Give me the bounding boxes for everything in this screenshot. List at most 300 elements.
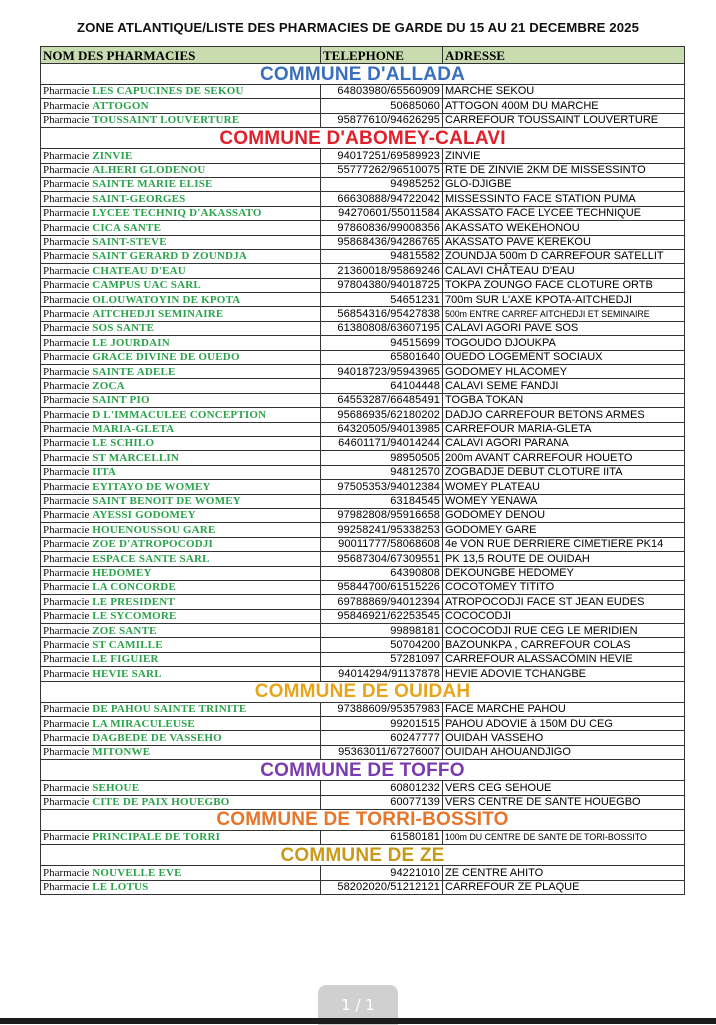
pharmacy-name-cell: [41, 830, 321, 844]
pharmacy-name: ST CAMILLE: [92, 638, 163, 651]
pharmacy-prefix: Pharmacie: [43, 307, 90, 320]
pharmacy-phone: 95877610/94626295: [321, 113, 443, 127]
pharmacy-name: SAINTE MARIE ELISE: [92, 178, 213, 191]
pharmacy-name-cell: [41, 436, 321, 450]
pharmacy-prefix: Pharmacie: [43, 250, 90, 263]
pharmacy-name-cell: [41, 85, 321, 99]
commune-header-row: [41, 128, 685, 149]
pharmacy-prefix: Pharmacie: [43, 164, 90, 177]
pharmacy-phone: 99898181: [321, 624, 443, 638]
pharmacy-phone: 95868436/94286765: [321, 235, 443, 249]
pharmacy-prefix: Pharmacie: [43, 624, 90, 637]
pharmacy-address: CARREFOUR ZE PLAQUE: [443, 880, 685, 894]
pharmacy-address: COCOTOMEY TITITO: [443, 580, 685, 594]
pharmacy-prefix: Pharmacie: [43, 178, 90, 191]
commune-title: COMMUNE D'ALLADA: [41, 64, 685, 85]
pharmacy-prefix: Pharmacie: [43, 495, 90, 508]
pharmacy-name: SAINT BENOIT DE WOMEY: [92, 495, 241, 508]
pharmacy-prefix: Pharmacie: [43, 207, 90, 220]
pharmacy-name-cell: [41, 293, 321, 307]
table-row: [41, 336, 685, 350]
pharmacy-phone: 94221010: [321, 866, 443, 880]
pharmacy-phone: 99201515: [321, 717, 443, 731]
pharmacy-name: ST MARCELLIN: [92, 451, 180, 464]
table-row: [41, 350, 685, 364]
pharmacy-address: ZOGBADJE DEBUT CLOTURE IITA: [443, 465, 685, 479]
pharmacy-name-cell: [41, 163, 321, 177]
pharmacy-name-cell: [41, 552, 321, 566]
pharmacy-table: [40, 46, 685, 895]
table-row: [41, 99, 685, 113]
pharmacy-phone: 50704200: [321, 638, 443, 652]
pharmacy-phone: 64390808: [321, 566, 443, 580]
pharmacy-address: TOGOUDO DJOUKPA: [443, 336, 685, 350]
pharmacy-name: LES CAPUCINES DE SEKOU: [92, 85, 244, 98]
pharmacy-name: SAINT-STEVE: [92, 236, 167, 248]
table-row: [41, 221, 685, 235]
pharmacy-name: D L'IMMACULEE CONCEPTION: [92, 408, 267, 421]
pharmacy-phone: 63184545: [321, 494, 443, 508]
table-row: [41, 264, 685, 278]
pharmacy-name: DAGBEDE DE VASSEHO: [92, 731, 222, 744]
pharmacy-prefix: Pharmacie: [43, 451, 90, 464]
pharmacy-name: PRINCIPALE DE TORRI: [92, 831, 221, 844]
pharmacy-address: GODOMEY DENOU: [443, 508, 685, 522]
column-header-telephone: TELEPHONE: [321, 47, 443, 64]
pharmacy-prefix: Pharmacie: [43, 322, 90, 335]
pharmacy-prefix: Pharmacie: [43, 796, 90, 809]
pharmacy-name-cell: [41, 365, 321, 379]
pharmacy-name-cell: [41, 652, 321, 666]
pharmacy-address: AKASSATO FACE LYCEE TECHNIQUE: [443, 206, 685, 220]
table-row: [41, 830, 685, 844]
pharmacy-address: OUEDO LOGEMENT SOCIAUX: [443, 350, 685, 364]
pharmacy-name: IITA: [92, 466, 117, 479]
pharmacy-name-cell: [41, 638, 321, 652]
pharmacy-address: DADJO CARREFOUR BETONS ARMES: [443, 408, 685, 422]
pharmacy-address: 100m DU CENTRE DE SANTE DE TORI-BOSSITO: [443, 830, 685, 844]
pharmacy-name-cell: [41, 745, 321, 759]
pharmacy-name: SEHOUE: [92, 781, 140, 794]
pharmacy-name: TOUSSAINT LOUVERTURE: [92, 114, 240, 127]
pharmacy-address: MARCHE SEKOU: [443, 85, 685, 99]
table-row: [41, 408, 685, 422]
pharmacy-name: MITONWE: [92, 746, 151, 759]
pharmacy-name: CICA SANTE: [92, 221, 162, 234]
pharmacy-prefix: Pharmacie: [43, 703, 90, 716]
pharmacy-address: ATROPOCODJI FACE ST JEAN EUDES: [443, 595, 685, 609]
page-title: ZONE ATLANTIQUE/LISTE DES PHARMACIES DE GARDE DU 15 AU 21 DECEMBRE 2025: [76, 20, 640, 35]
table-row: [41, 537, 685, 551]
pharmacy-name: SOS SANTE: [92, 322, 155, 335]
pharmacy-name-cell: [41, 523, 321, 537]
pharmacy-phone: 66630888/94722042: [321, 192, 443, 206]
pharmacy-phone: 60247777: [321, 731, 443, 745]
pharmacy-address: 500m ENTRE CARREF AITCHEDJI ET SEMINAIRE: [443, 307, 685, 321]
pharmacy-prefix: Pharmacie: [43, 365, 90, 378]
pharmacy-name: OLOUWATOYIN DE KPOTA: [92, 293, 241, 306]
pharmacy-phone: 97505353/94012384: [321, 480, 443, 494]
pharmacy-phone: 98950505: [321, 451, 443, 465]
pharmacy-phone: 97982808/95916658: [321, 508, 443, 522]
pharmacy-name: SAINT-GEORGES: [92, 192, 186, 205]
table-row: [41, 451, 685, 465]
pharmacy-phone: 95687304/67309551: [321, 552, 443, 566]
pharmacy-address: 4e VON RUE DERRIERE CIMETIERE PK14: [443, 537, 685, 551]
pharmacy-prefix: Pharmacie: [43, 408, 90, 421]
pharmacy-prefix: Pharmacie: [43, 717, 90, 730]
table-row: [41, 702, 685, 716]
pharmacy-address: CALAVI AGORI PARANA: [443, 436, 685, 450]
pharmacy-prefix: Pharmacie: [43, 667, 90, 680]
table-row: [41, 192, 685, 206]
pharmacy-phone: 94812570: [321, 465, 443, 479]
pharmacy-prefix: Pharmacie: [43, 881, 90, 894]
table-row: [41, 206, 685, 220]
table-row: [41, 365, 685, 379]
pharmacy-name-cell: [41, 465, 321, 479]
pharmacy-prefix: Pharmacie: [43, 552, 90, 565]
pharmacy-address: CARREFOUR MARIA-GLETA: [443, 422, 685, 436]
pharmacy-name: SAINTE ADELE: [92, 365, 176, 378]
pharmacy-name: LE SYCOMORE: [92, 610, 177, 623]
pharmacy-phone: 90011777/58068608: [321, 537, 443, 551]
pharmacy-name-cell: [41, 307, 321, 321]
pharmacy-address: CALAVI AGORI PAVE SOS: [443, 321, 685, 335]
pharmacy-name-cell: [41, 480, 321, 494]
pharmacy-phone: 95363011/67276007: [321, 745, 443, 759]
pharmacy-name: ESPACE SANTE SARL: [92, 552, 210, 565]
pharmacy-phone: 94017251/69589923: [321, 149, 443, 163]
pharmacy-address: GODOMEY HLACOMEY: [443, 365, 685, 379]
table-row: [41, 393, 685, 407]
pharmacy-address: WOMEY PLATEAU: [443, 480, 685, 494]
pharmacy-name: LA MIRACULEUSE: [92, 717, 195, 730]
table-row: [41, 745, 685, 759]
pharmacy-prefix: Pharmacie: [43, 192, 90, 205]
pharmacy-address: COCOCODJI RUE CEG LE MERIDIEN: [443, 624, 685, 638]
pharmacy-name-cell: [41, 667, 321, 681]
commune-title: COMMUNE D'ABOMEY-CALAVI: [41, 128, 685, 149]
pharmacy-phone: 94815582: [321, 249, 443, 263]
pharmacy-name: ATTOGON: [92, 99, 149, 112]
pharmacy-address: WOMEY YENAWA: [443, 494, 685, 508]
pharmacy-name: ZINVIE: [92, 149, 133, 162]
pharmacy-name-cell: [41, 494, 321, 508]
pharmacy-prefix: Pharmacie: [43, 114, 90, 127]
pharmacy-address: AKASSATO PAVE KEREKOU: [443, 235, 685, 249]
pharmacy-prefix: Pharmacie: [43, 831, 90, 844]
pharmacy-prefix: Pharmacie: [43, 379, 90, 392]
pharmacy-name-cell: [41, 149, 321, 163]
pharmacy-name-cell: [41, 393, 321, 407]
table-row: [41, 249, 685, 263]
pharmacy-address: RTE DE ZINVIE 2KM DE MISSESSINTO: [443, 163, 685, 177]
table-row: [41, 293, 685, 307]
pharmacy-address: VERS CEG SEHOUE: [443, 781, 685, 795]
pharmacy-phone: 97860836/99008356: [321, 221, 443, 235]
pharmacy-name-cell: [41, 379, 321, 393]
pharmacy-phone: 64553287/66485491: [321, 393, 443, 407]
pharmacy-name: EYITAYO DE WOMEY: [92, 480, 211, 493]
pharmacy-prefix: Pharmacie: [43, 394, 90, 407]
column-header-address: ADRESSE: [443, 47, 685, 64]
pharmacy-name: CAMPUS UAC SARL: [92, 279, 201, 292]
pharmacy-name: ZOE SANTE: [92, 624, 157, 637]
pharmacy-phone: 60801232: [321, 781, 443, 795]
commune-title: COMMUNE DE OUIDAH: [41, 681, 685, 702]
table-row: [41, 307, 685, 321]
table-row: [41, 235, 685, 249]
pharmacy-prefix: Pharmacie: [43, 351, 90, 364]
pharmacy-prefix: Pharmacie: [43, 581, 90, 594]
pharmacy-phone: 61580181: [321, 830, 443, 844]
pharmacy-phone: 94018723/95943965: [321, 365, 443, 379]
pharmacy-name-cell: [41, 508, 321, 522]
table-row: [41, 379, 685, 393]
pharmacy-address: MISSESSINTO FACE STATION PUMA: [443, 192, 685, 206]
pharmacy-name: AITCHEDJI SEMINAIRE: [92, 307, 224, 320]
pharmacy-phone: 58202020/51212121: [321, 880, 443, 894]
table-row: [41, 508, 685, 522]
pharmacy-name-cell: [41, 408, 321, 422]
pharmacy-name: LE PRESIDENT: [92, 595, 175, 608]
pharmacy-name: CHATEAU D'EAU: [92, 264, 186, 277]
pharmacy-table-body: [41, 47, 685, 895]
pharmacy-prefix: Pharmacie: [43, 264, 90, 277]
table-row: [41, 321, 685, 335]
table-row: [41, 880, 685, 894]
pharmacy-phone: 50685060: [321, 99, 443, 113]
pharmacy-name-cell: [41, 566, 321, 580]
pharmacy-address: VERS CENTRE DE SANTE HOUEGBO: [443, 795, 685, 809]
pharmacy-prefix: Pharmacie: [43, 653, 90, 666]
pharmacy-name-cell: [41, 731, 321, 745]
pharmacy-name-cell: [41, 336, 321, 350]
pharmacy-name-cell: [41, 249, 321, 263]
pharmacy-phone: 97804380/94018725: [321, 278, 443, 292]
pharmacy-prefix: Pharmacie: [43, 731, 90, 744]
pharmacy-address: ZOUNDJA 500m D CARREFOUR SATELLIT: [443, 249, 685, 263]
pharmacy-phone: 55777262/96510075: [321, 163, 443, 177]
pharmacy-address: 200m AVANT CARREFOUR HOUETO: [443, 451, 685, 465]
pharmacy-address: OUIDAH AHOUANDJIGO: [443, 745, 685, 759]
commune-header-row: [41, 64, 685, 85]
table-row: [41, 494, 685, 508]
pharmacy-name: AYESSI GODOMEY: [92, 509, 196, 522]
pharmacy-prefix: Pharmacie: [43, 423, 90, 436]
pharmacy-name-cell: [41, 595, 321, 609]
pharmacy-prefix: Pharmacie: [43, 866, 90, 879]
pharmacy-name-cell: [41, 795, 321, 809]
pharmacy-address: COCOCODJI: [443, 609, 685, 623]
table-row: [41, 795, 685, 809]
pharmacy-phone: 97388609/95357983: [321, 702, 443, 716]
pharmacy-name: HEDOMEY: [92, 566, 152, 579]
pharmacy-prefix: Pharmacie: [43, 509, 90, 522]
pharmacy-phone: 94014294/91137878: [321, 667, 443, 681]
pharmacy-phone: 95686935/62180202: [321, 408, 443, 422]
pharmacy-name: ZOCA: [92, 379, 125, 392]
pharmacy-address: CALAVI CHÂTEAU D'EAU: [443, 264, 685, 278]
table-row: [41, 667, 685, 681]
bottom-bar: [0, 1018, 716, 1024]
pharmacy-prefix: Pharmacie: [43, 746, 90, 759]
commune-title: COMMUNE DE ZE: [41, 845, 685, 866]
pharmacy-name: CITE DE PAIX HOUEGBO: [92, 796, 230, 809]
table-row: [41, 422, 685, 436]
pharmacy-prefix: Pharmacie: [43, 566, 90, 579]
pharmacy-name-cell: [41, 866, 321, 880]
pharmacy-name: HEVIE SARL: [92, 667, 162, 680]
pharmacy-prefix: Pharmacie: [43, 595, 90, 608]
table-row: [41, 177, 685, 191]
pharmacy-name-cell: [41, 99, 321, 113]
commune-title: COMMUNE DE TORRI-BOSSITO: [41, 809, 685, 830]
pharmacy-phone: 94985252: [321, 177, 443, 191]
pharmacy-prefix: Pharmacie: [43, 99, 90, 112]
pharmacy-phone: 60077139: [321, 795, 443, 809]
pharmacy-name-cell: [41, 113, 321, 127]
pharmacy-name: SAINT PIO: [92, 394, 150, 407]
pharmacy-phone: 61380808/63607195: [321, 321, 443, 335]
pharmacy-name-cell: [41, 422, 321, 436]
pharmacy-prefix: Pharmacie: [43, 523, 90, 536]
pharmacy-address: TOGBA TOKAN: [443, 393, 685, 407]
table-row: [41, 566, 685, 580]
pharmacy-name: LYCEE TECHNIQ D'AKASSATO: [92, 207, 262, 220]
pharmacy-name: NOUVELLE EVE: [92, 866, 182, 879]
pharmacy-address: DEKOUNGBE HEDOMEY: [443, 566, 685, 580]
pharmacy-prefix: Pharmacie: [43, 336, 90, 349]
pharmacy-address: PK 13,5 ROUTE DE OUIDAH: [443, 552, 685, 566]
pharmacy-phone: 69788869/94012394: [321, 595, 443, 609]
pharmacy-name-cell: [41, 192, 321, 206]
column-header-name: NOM DES PHARMACIES: [41, 47, 321, 64]
pharmacy-phone: 95846921/62253545: [321, 609, 443, 623]
table-row: [41, 717, 685, 731]
table-row: [41, 149, 685, 163]
pharmacy-prefix: Pharmacie: [43, 610, 90, 623]
pharmacy-name-cell: [41, 321, 321, 335]
pharmacy-name-cell: [41, 350, 321, 364]
commune-header-row: [41, 760, 685, 781]
table-row: [41, 781, 685, 795]
pharmacy-name-cell: [41, 580, 321, 594]
pharmacy-address: ZE CENTRE AHITO: [443, 866, 685, 880]
pharmacy-prefix: Pharmacie: [43, 538, 90, 551]
pharmacy-name-cell: [41, 278, 321, 292]
pharmacy-name: ALHERI GLODENOU: [92, 164, 206, 177]
table-row: [41, 85, 685, 99]
pharmacy-address: ATTOGON 400M DU MARCHE: [443, 99, 685, 113]
table-row: [41, 652, 685, 666]
pharmacy-address: OUIDAH VASSEHO: [443, 731, 685, 745]
table-row: [41, 552, 685, 566]
pharmacy-name-cell: [41, 235, 321, 249]
table-row: [41, 278, 685, 292]
pharmacy-name: GRACE DIVINE DE OUEDO: [92, 351, 240, 364]
pharmacy-name-cell: [41, 537, 321, 551]
commune-title: COMMUNE DE TOFFO: [41, 760, 685, 781]
page-indicator[interactable]: 1 / 1: [318, 985, 398, 1025]
pharmacy-name-cell: [41, 702, 321, 716]
pharmacy-address: TOKPA ZOUNGO FACE CLOTURE ORTB: [443, 278, 685, 292]
table-row: [41, 624, 685, 638]
table-row: [41, 731, 685, 745]
commune-header-row: [41, 681, 685, 702]
commune-header-row: [41, 845, 685, 866]
pharmacy-address: BAZOUNKPA , CARREFOUR COLAS: [443, 638, 685, 652]
pharmacy-prefix: Pharmacie: [43, 293, 90, 306]
pharmacy-phone: 94270601/55011584: [321, 206, 443, 220]
pharmacy-prefix: Pharmacie: [43, 781, 90, 794]
pharmacy-name-cell: [41, 717, 321, 731]
pharmacy-address: HEVIE ADOVIE TCHANGBE: [443, 667, 685, 681]
pharmacy-prefix: Pharmacie: [43, 279, 90, 292]
pharmacy-prefix: Pharmacie: [43, 437, 90, 450]
pharmacy-address: AKASSATO WEKEHONOU: [443, 221, 685, 235]
table-row: [41, 113, 685, 127]
pharmacy-name: SAINT GERARD D ZOUNDJA: [92, 250, 248, 263]
pharmacy-prefix: Pharmacie: [43, 638, 90, 651]
pharmacy-name: LA CONCORDE: [92, 581, 176, 594]
pharmacy-prefix: Pharmacie: [43, 236, 90, 248]
pharmacy-phone: 57281097: [321, 652, 443, 666]
pharmacy-address: ZINVIE: [443, 149, 685, 163]
table-row: [41, 866, 685, 880]
pharmacy-name-cell: [41, 624, 321, 638]
table-row: [41, 465, 685, 479]
pharmacy-prefix: Pharmacie: [43, 149, 90, 162]
pharmacy-name: LE LOTUS: [92, 881, 149, 894]
pharmacy-address: FACE MARCHE PAHOU: [443, 702, 685, 716]
pharmacy-name: HOUENOUSSOU GARE: [92, 523, 216, 536]
pharmacy-phone: 21360018/95869246: [321, 264, 443, 278]
pharmacy-address: CARREFOUR TOUSSAINT LOUVERTURE: [443, 113, 685, 127]
pharmacy-phone: 64601171/94014244: [321, 436, 443, 450]
pharmacy-name-cell: [41, 264, 321, 278]
pharmacy-prefix: Pharmacie: [43, 466, 90, 479]
pharmacy-address: CARREFOUR ALASSACÔMIN HEVIE: [443, 652, 685, 666]
pharmacy-name-cell: [41, 880, 321, 894]
pharmacy-prefix: Pharmacie: [43, 85, 90, 98]
pharmacy-name: MARIA-GLETA: [92, 423, 175, 436]
pharmacy-name: LE JOURDAIN: [92, 336, 170, 349]
pharmacy-name-cell: [41, 221, 321, 235]
pharmacy-phone: 95844700/61515226: [321, 580, 443, 594]
pharmacy-name: LE SCHILO: [92, 437, 155, 450]
table-row: [41, 163, 685, 177]
pharmacy-phone: 94515699: [321, 336, 443, 350]
pharmacy-name-cell: [41, 781, 321, 795]
pharmacy-address: GLO-DJIGBE: [443, 177, 685, 191]
table-row: [41, 609, 685, 623]
pharmacy-phone: 99258241/95338253: [321, 523, 443, 537]
pharmacy-phone: 64104448: [321, 379, 443, 393]
pharmacy-phone: 65801640: [321, 350, 443, 364]
pharmacy-phone: 64803980/65560909: [321, 85, 443, 99]
pharmacy-address: GODOMEY GARE: [443, 523, 685, 537]
commune-header-row: [41, 809, 685, 830]
table-row: [41, 580, 685, 594]
pharmacy-name-cell: [41, 609, 321, 623]
pharmacy-name-cell: [41, 206, 321, 220]
pharmacy-name: LE FIGUIER: [92, 653, 159, 666]
table-row: [41, 523, 685, 537]
pharmacy-name: DE PAHOU SAINTE TRINITE: [92, 703, 247, 716]
pharmacy-phone: 54651231: [321, 293, 443, 307]
